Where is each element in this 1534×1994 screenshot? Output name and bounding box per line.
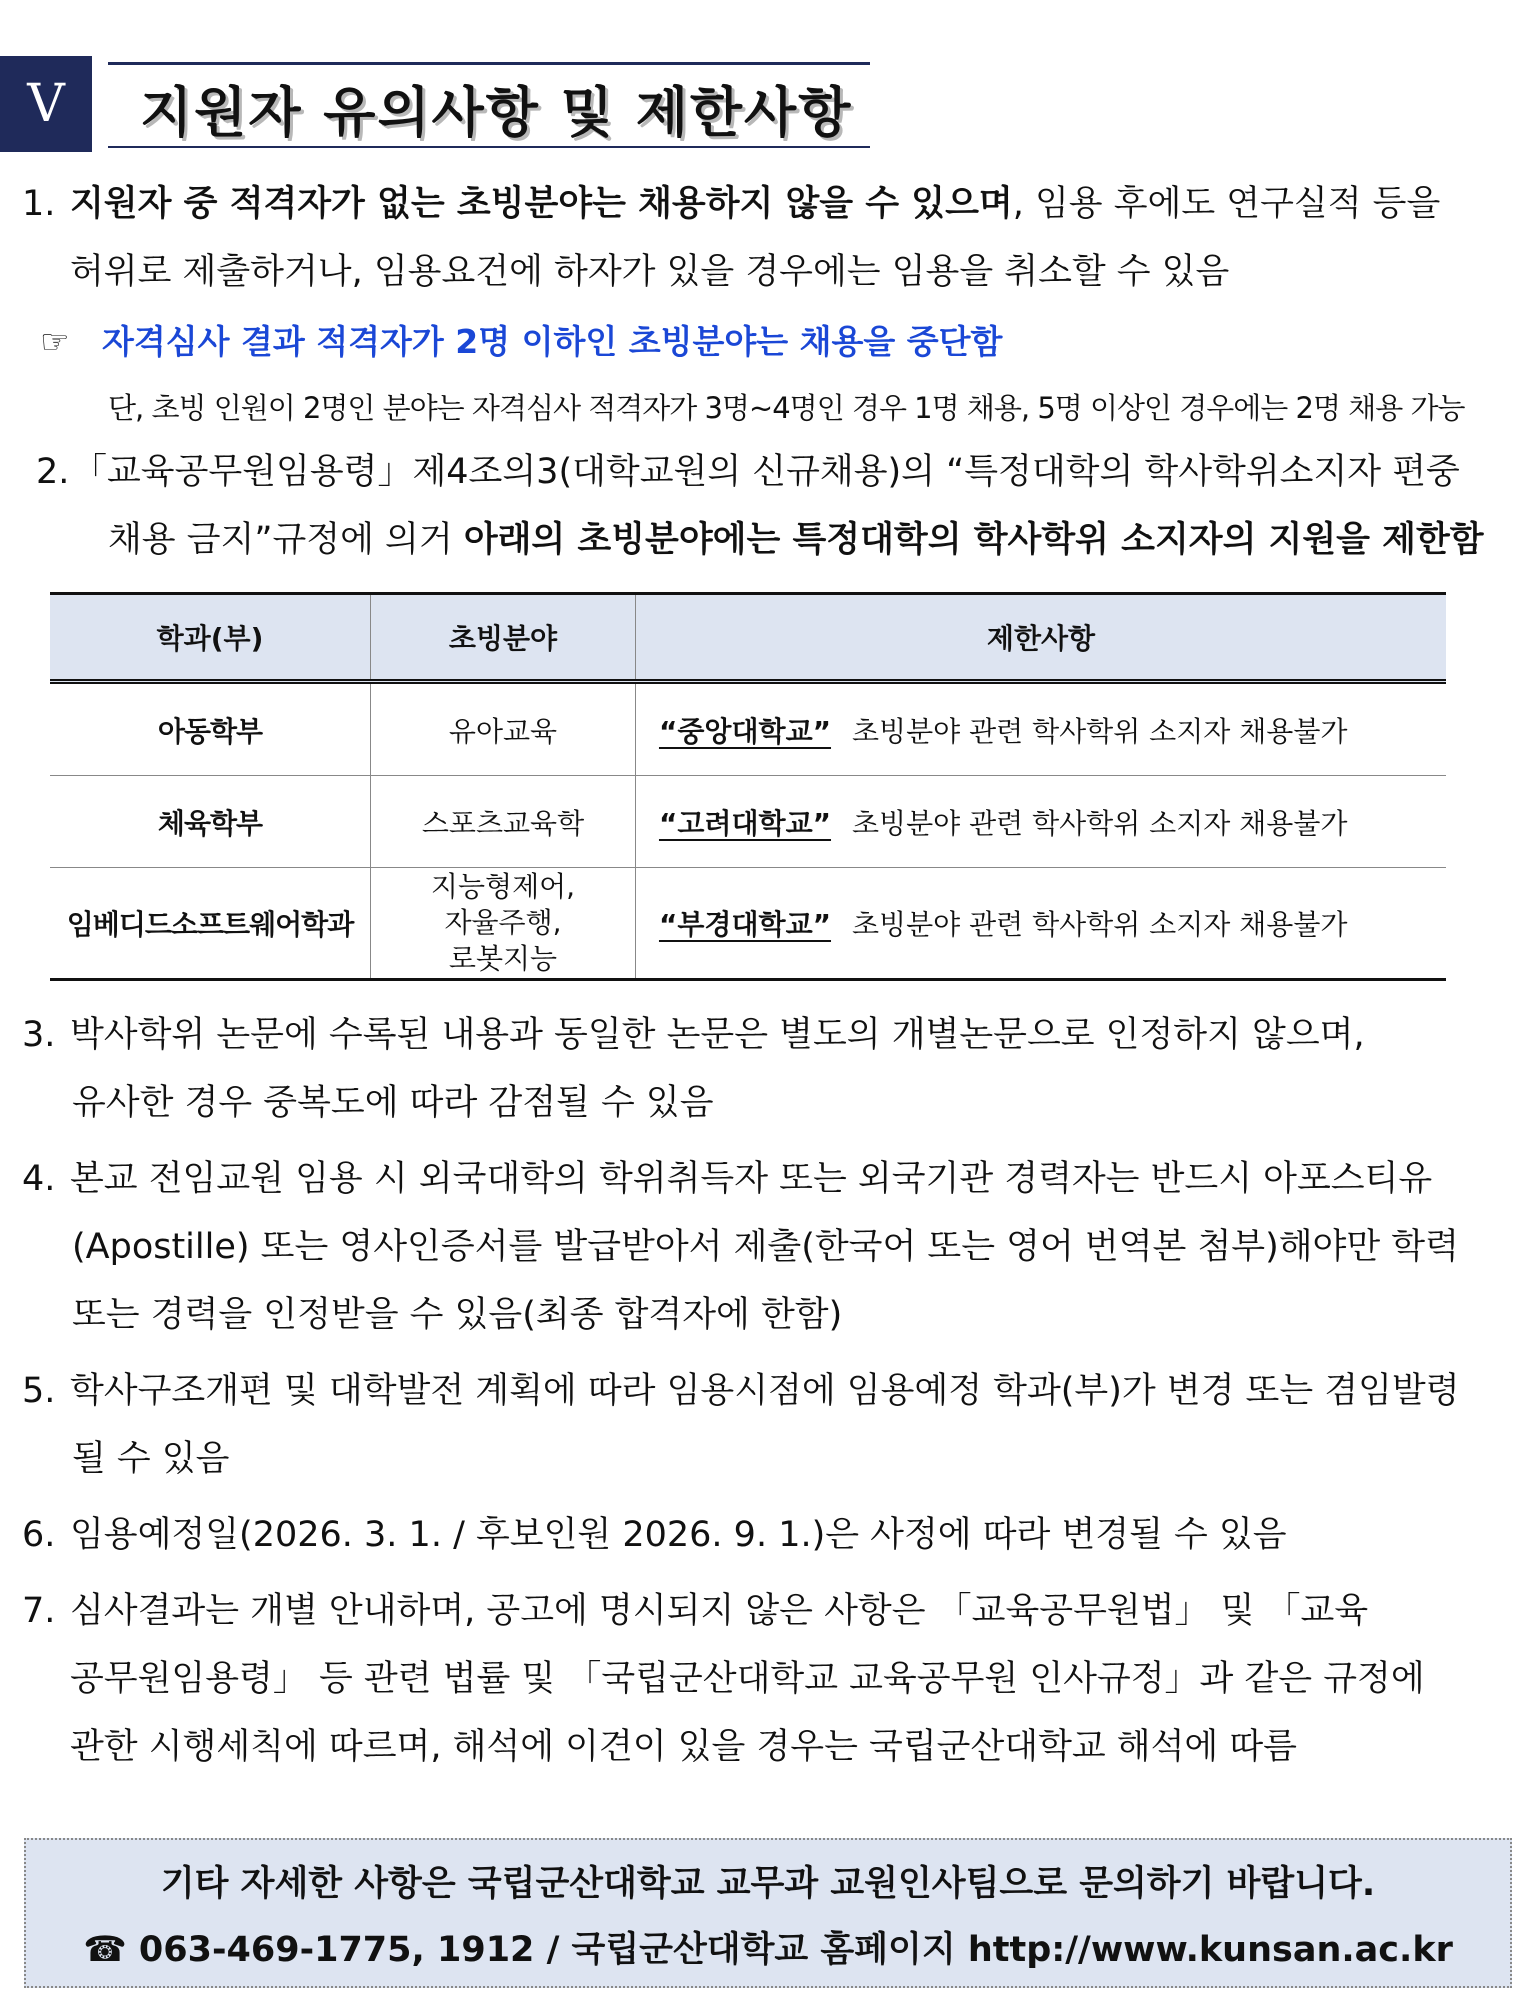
item-line: 박사학위 논문에 수록된 내용과 동일한 논문은 별도의 개별논문으로 인정하지 않으며, [70, 1015, 1365, 1055]
item-number: 2. [36, 452, 70, 492]
item-number: 7. [22, 1591, 56, 1631]
sub-note: 단, 초빙 인원이 2명인 분야는 자격심사 적격자가 3명~4명인 경우 1명 채용, 5명 이상인 경우에는 2명 채용 가능 [108, 391, 1465, 425]
restriction-cell [636, 776, 1447, 868]
highlight-note [0, 306, 1534, 378]
item-line [0, 170, 1534, 238]
item-line: 임용예정일(2026. 3. 1. / 후보인원 2026. 9. 1.)은 사정에 따라 변경될 수 있음 [70, 1515, 1287, 1555]
notice-item-5 [0, 1357, 1534, 1493]
item-number: 6. [22, 1515, 56, 1555]
item-line: 공무원임용령」 등 관련 법률 및 「국립군산대학교 교육공무원 인사규정」과 같은 규정에 [70, 1659, 1425, 1699]
item-bold-text: 아래의 초빙분야에는 특정대학의 학사학위 소지자의 지원을 제한함 [463, 520, 1484, 560]
dept-cell: 아동학부 [50, 682, 371, 776]
item-text: 채용 금지”규정에 의거 [108, 520, 464, 560]
notice-content [0, 170, 1534, 1781]
header-bottom-rule [108, 146, 870, 148]
dept-cell: 체육학부 [50, 776, 371, 868]
notice-item-2 [0, 438, 1534, 574]
contact-phone-and-website: ☎ 063-469-1775, 1912 / 국립군산대학교 홈페이지 http://www.kunsan.ac.kr [83, 1930, 1453, 1970]
item-line: 유사한 경우 중복도에 따라 감점될 수 있음 [72, 1083, 714, 1123]
dept-cell: 임베디드소프트웨어학과 [50, 868, 371, 980]
notice-item-7 [0, 1577, 1534, 1781]
item-line: 심사결과는 개별 안내하며, 공고에 명시되지 않은 사항은 「교육공무원법」 및 「교육 [70, 1591, 1369, 1631]
field-line: 로봇지능 [448, 942, 558, 975]
highlight-note-text: 자격심사 결과 적격자가 2명 이하인 초빙분야는 채용을 중단함 [102, 322, 1003, 361]
item-line [0, 506, 1534, 574]
notice-item-4 [0, 1145, 1534, 1349]
field-line: 지능형제어, [430, 870, 576, 903]
restriction-table [50, 592, 1446, 981]
item-line: 「교육공무원임용령」제4조의3(대학교원의 신규채용)의 “특정대학의 학사학위소지자 편중 [72, 452, 1460, 492]
pointing-hand-icon: ☞ [40, 322, 70, 361]
column-header: 학과(부) [50, 594, 371, 682]
table-row [50, 682, 1446, 776]
item-line: 관한 시행세칙에 따르며, 해석에 이견이 있을 경우는 국립군산대학교 해석에 따름 [70, 1727, 1297, 1767]
contact-box [24, 1838, 1512, 1988]
notice-item-3 [0, 1001, 1534, 1137]
notice-item-6 [0, 1501, 1534, 1569]
field-cell: 스포츠교육학 [371, 776, 636, 868]
item-bold-text: 지원자 중 적격자가 없는 초빙분야는 채용하지 않을 수 있으며 [70, 184, 1013, 224]
restriction-text: 초빙분야 관련 학사학위 소지자 채용불가 [852, 806, 1348, 840]
item-number: 3. [22, 1015, 56, 1055]
column-header: 제한사항 [636, 594, 1447, 682]
column-header: 초빙분야 [371, 594, 636, 682]
restriction-text: 초빙분야 관련 학사학위 소지자 채용불가 [852, 714, 1348, 748]
section-header [0, 56, 1534, 152]
university-name: “고려대학교” [658, 806, 832, 840]
restriction-text: 초빙분야 관련 학사학위 소지자 채용불가 [852, 908, 1348, 941]
item-line: 또는 경력을 인정받을 수 있음(최종 합격자에 한함) [72, 1295, 843, 1335]
item-line: 본교 전임교원 임용 시 외국대학의 학위취득자 또는 외국기관 경력자는 반드시 아포스티유 [70, 1159, 1433, 1199]
item-line: 허위로 제출하거나, 임용요건에 하자가 있을 경우에는 임용을 취소할 수 있음 [70, 252, 1230, 292]
header-top-rule [108, 62, 870, 65]
notice-item-1 [0, 170, 1534, 306]
field-line: 자율주행, [444, 906, 562, 939]
item-line: (Apostille) 또는 영사인증서를 발급받아서 제출(한국어 또는 영어 번역본 첨부)해야만 학력 [72, 1227, 1459, 1267]
section-number-badge: V [0, 56, 92, 152]
item-number: 4. [22, 1159, 56, 1199]
item-number: 5. [22, 1371, 56, 1411]
restriction-cell [636, 682, 1447, 776]
item-number: 1. [22, 184, 56, 224]
table-row [50, 776, 1446, 868]
university-name: “부경대학교” [658, 908, 832, 941]
item-line: 될 수 있음 [72, 1439, 230, 1479]
table-header-row [50, 594, 1446, 682]
section-title: 지원자 유의사항 및 제한사항 [140, 81, 853, 144]
item-text: , 임용 후에도 연구실적 등을 [1012, 184, 1441, 224]
item-line: 학사구조개편 및 대학발전 계획에 따라 임용시점에 임용예정 학과(부)가 변경 또는 겸임발령 [70, 1371, 1460, 1411]
restriction-cell [636, 868, 1447, 980]
contact-info-text: 기타 자세한 사항은 국립군산대학교 교무과 교원인사팀으로 문의하기 바랍니다. [160, 1864, 1376, 1904]
field-cell: 유아교육 [371, 682, 636, 776]
table-row [50, 868, 1446, 980]
field-cell [371, 868, 636, 980]
university-name: “중앙대학교” [658, 714, 832, 748]
